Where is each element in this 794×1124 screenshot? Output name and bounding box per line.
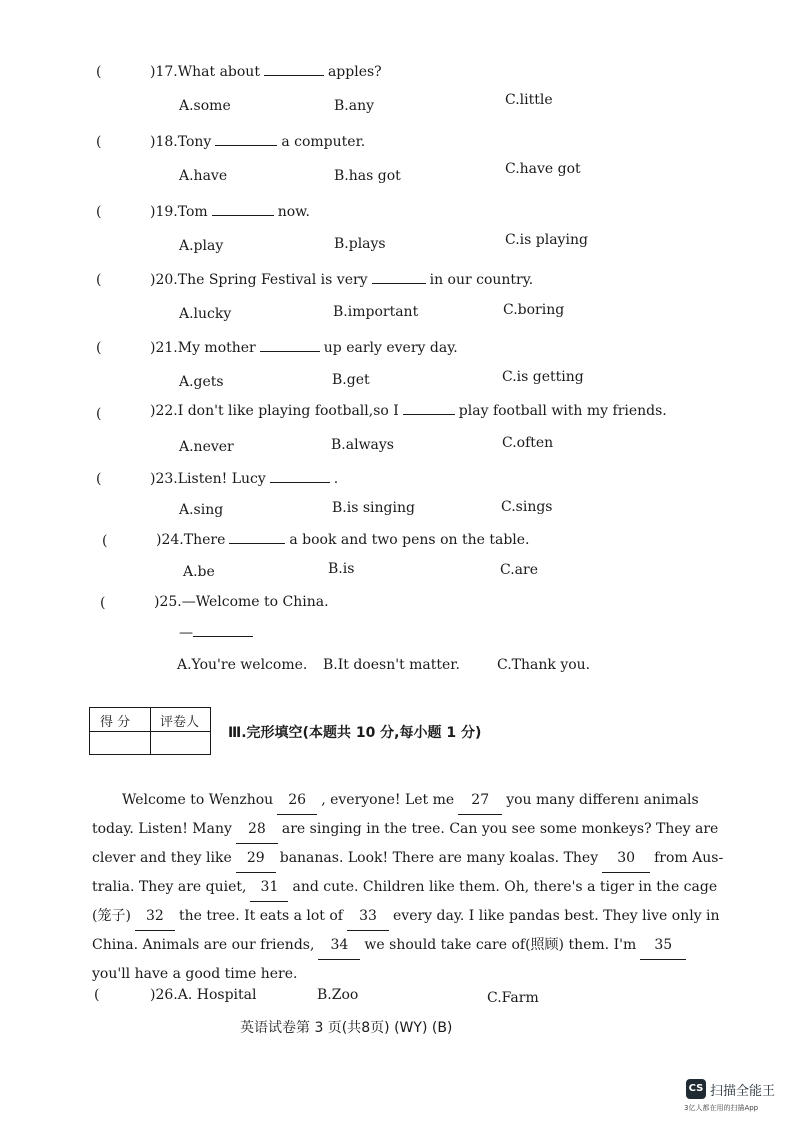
passage-line (92, 960, 704, 988)
passage-line (92, 902, 720, 931)
passage-text: Welcome to Wenzhou (122, 792, 274, 808)
question-26 (150, 987, 256, 1003)
option-a: A. Hospital (177, 987, 257, 1003)
passage-text: bananas. Look! There are many koalas. They (279, 850, 599, 866)
passage-line (92, 931, 704, 960)
option-b: B.get (332, 372, 370, 388)
question-number: )23. (150, 471, 178, 487)
option-c: C.is playing (505, 232, 588, 248)
camscanner-logo-icon: CS (686, 1079, 706, 1099)
score-box (89, 707, 211, 755)
option-a: A.have (179, 168, 228, 184)
passage-text: clever and they like (92, 850, 232, 866)
question-19 (150, 204, 310, 220)
question-number: )19. (150, 204, 178, 220)
answer-blank (260, 351, 320, 352)
option-c: C.is getting (502, 369, 584, 385)
option-b: B.It doesn't matter. (323, 657, 460, 673)
option-b: B.important (333, 304, 419, 320)
passage-text: are singing in the tree. Can you see some monkeys? They are (281, 821, 719, 837)
answer-blank (193, 636, 253, 637)
option-c: C.are (500, 562, 538, 578)
passage-text: you many differenı animals (506, 792, 699, 808)
answer-paren: ( (96, 340, 102, 356)
score-label: 得 分 (100, 715, 131, 730)
passage-text: , everyone! Let me (321, 792, 455, 808)
option-b: B.Zoo (317, 987, 359, 1003)
question-number: )21. (150, 340, 178, 356)
answer-paren: ( (96, 406, 102, 422)
option-b: B.is (328, 561, 355, 577)
answer-paren: ( (96, 272, 102, 288)
cloze-gap: 33 (347, 902, 389, 931)
answer-paren: ( (100, 595, 106, 611)
question-25 (154, 594, 329, 610)
cloze-gap: 32 (135, 902, 175, 931)
passage-text: we should take care of(照顾) them. I'm (364, 937, 637, 953)
cloze-gap: 30 (602, 844, 650, 873)
passage-text: and cute. Children like them. Oh, there's a tiger in the cage (292, 879, 718, 895)
option-c: C.often (502, 435, 554, 451)
passage-line (92, 815, 719, 844)
question-number: )24. (156, 532, 184, 548)
question-number: )25. (154, 594, 182, 610)
section-title: Ⅲ.完形填空(本题共 10 分,每小题 1 分) (228, 725, 482, 741)
question-text: Tony (177, 134, 212, 150)
question-number: )26. (150, 987, 178, 1003)
passage-text: tralia. They are quiet, (92, 879, 247, 895)
answer-paren: ( (96, 64, 102, 80)
passage-text: China. Animals are our friends, (92, 937, 315, 953)
answer-blank (403, 414, 455, 415)
passage-text: today. Listen! Many (92, 821, 232, 837)
answer-blank (215, 145, 277, 146)
question-text: There (183, 532, 226, 548)
option-c: C.little (505, 92, 553, 108)
question-text: a computer. (281, 134, 366, 150)
question-number: )17. (150, 64, 178, 80)
answer-paren: ( (96, 471, 102, 487)
question-number: )20. (150, 272, 178, 288)
passage-line (92, 786, 704, 815)
reply-dash: — (179, 625, 193, 641)
question-17 (150, 64, 382, 80)
question-20 (150, 272, 533, 288)
option-c: C.Farm (487, 990, 539, 1006)
option-c: C.sings (501, 499, 553, 515)
option-c: C.have got (505, 161, 581, 177)
question-text: My mother (177, 340, 256, 356)
passage-text: (笼子) (92, 908, 131, 924)
option-a: A.You're welcome. (177, 657, 308, 673)
passage-line (92, 844, 724, 873)
option-a: A.play (179, 238, 224, 254)
watermark-title: 扫描全能王 (710, 1084, 776, 1099)
question-number: )18. (150, 134, 178, 150)
cloze-gap: 35 (640, 931, 686, 960)
passage-line (92, 873, 718, 902)
question-text: What about (177, 64, 260, 80)
question-text: Tom (177, 204, 208, 220)
question-text: play football with my friends. (458, 403, 667, 419)
answer-paren: ( (96, 134, 102, 150)
question-18 (150, 134, 365, 150)
option-a: A.never (179, 439, 234, 455)
cloze-gap: 29 (236, 844, 276, 873)
option-a: A.some (179, 98, 231, 114)
option-c: C.boring (503, 302, 565, 318)
question-21 (150, 340, 458, 356)
watermark-subtitle: 3亿人都在用的扫描App (684, 1104, 759, 1112)
passage-text: every day. I like pandas best. They live only in (393, 908, 720, 924)
page-footer: 英语试卷第 3 页(共8页) (WY) (B) (240, 1020, 453, 1036)
passage-text: the tree. It eats a lot of (178, 908, 343, 924)
answer-blank (212, 215, 274, 216)
question-number: )22. (150, 403, 178, 419)
option-c: C.Thank you. (497, 657, 591, 673)
grader-label: 评卷人 (160, 715, 200, 730)
option-a: A.gets (179, 374, 224, 390)
option-b: B.always (331, 437, 394, 453)
question-text: now. (277, 204, 310, 220)
cloze-gap: 31 (250, 873, 288, 902)
answer-blank (270, 482, 330, 483)
cloze-passage (92, 786, 724, 988)
option-b: B.has got (334, 168, 401, 184)
option-b: B.is singing (332, 500, 415, 516)
answer-paren: ( (96, 204, 102, 220)
question-22 (150, 403, 667, 419)
answer-paren: ( (94, 987, 100, 1003)
answer-paren: ( (102, 533, 108, 549)
question-text: Listen! Lucy (177, 471, 266, 487)
question-text: The Spring Festival is very (177, 272, 368, 288)
option-b: B.plays (334, 236, 386, 252)
question-text: I don't like playing football,so I (177, 403, 399, 419)
cloze-gap: 26 (277, 786, 317, 815)
option-a: A.sing (179, 502, 224, 518)
question-text: apples? (327, 64, 382, 80)
option-a: A.be (183, 564, 215, 580)
answer-blank (264, 75, 324, 76)
cloze-gap: 27 (458, 786, 502, 815)
cloze-gap: 34 (318, 931, 360, 960)
question-text: in our country. (429, 272, 534, 288)
question-24 (156, 532, 530, 548)
cloze-gap: 28 (236, 815, 278, 844)
answer-blank (229, 543, 285, 544)
option-a: A.lucky (179, 306, 232, 322)
question-text: a book and two pens on the table. (289, 532, 530, 548)
passage-text: from Aus- (654, 850, 724, 866)
option-b: B.any (334, 98, 375, 114)
answer-blank (372, 283, 426, 284)
reply-line (179, 625, 257, 641)
question-text: up early every day. (323, 340, 458, 356)
passage-text: you'll have a good time here. (92, 966, 298, 982)
question-text: —Welcome to China. (181, 594, 329, 610)
question-text: . (333, 471, 339, 487)
question-23 (150, 471, 338, 487)
